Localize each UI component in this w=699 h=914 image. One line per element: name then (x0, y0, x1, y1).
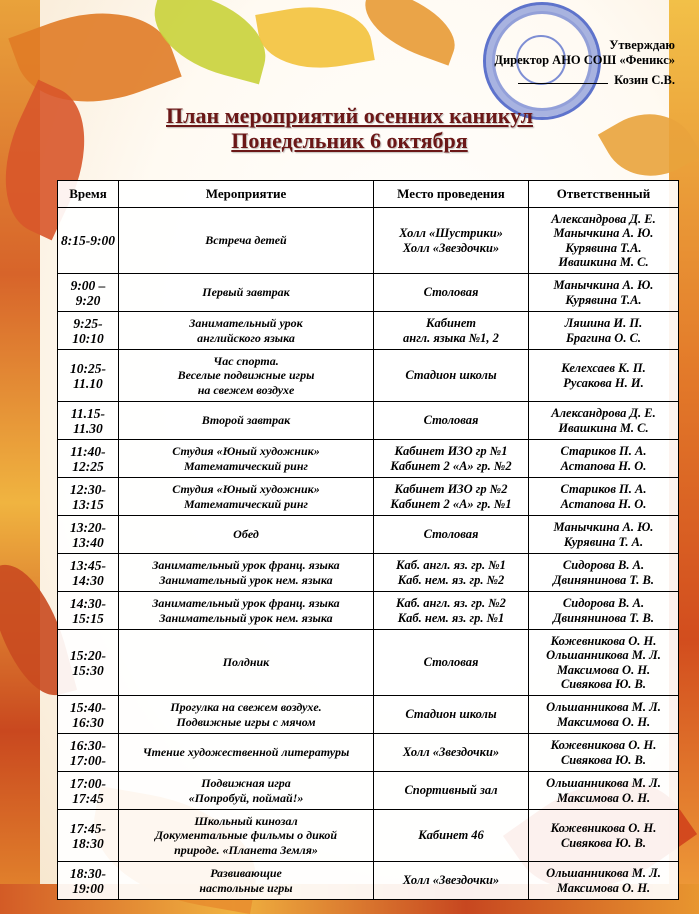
event-cell-line: Занимательный урок франц. языка (152, 596, 340, 610)
table-row (58, 402, 679, 440)
event-cell-line: Встреча детей (205, 233, 287, 248)
time-cell: 17:45-18:30 (58, 810, 119, 862)
place-cell (374, 208, 529, 274)
place-cell (374, 274, 529, 312)
responsible-cell-line: Астапова Н. О. (560, 458, 647, 473)
table-row (58, 440, 679, 478)
event-cell-line: на свежем воздухе (197, 382, 295, 397)
table-row (58, 516, 679, 554)
table-row (58, 554, 679, 592)
place-cell-line: Столовая (423, 285, 479, 300)
responsible-cell-line: Кожевникова О. Н. (550, 738, 657, 752)
event-cell-line: Студия «Юный художник» (172, 444, 320, 458)
place-cell-line: Столовая (423, 655, 479, 670)
header-time: Время (58, 181, 119, 208)
place-cell-line: Столовая (423, 413, 479, 428)
event-cell (119, 402, 374, 440)
approval-line: Утверждаю (609, 38, 675, 52)
responsible-cell (529, 516, 679, 554)
event-cell-line: Второй завтрак (201, 413, 291, 428)
title-line-2: Понедельник 6 октября (231, 128, 468, 153)
responsible-cell-line: Ивашкина М. С. (558, 420, 649, 435)
event-cell-line: Прогулка на свежем воздухе. (170, 700, 322, 714)
table-row (58, 862, 679, 900)
event-cell-line: Час спорта. (213, 353, 279, 368)
responsible-cell-line: Келехсаев К. П. (561, 361, 646, 375)
time-cell: 12:30-13:15 (58, 478, 119, 516)
time-cell: 16:30-17:00- (58, 734, 119, 772)
table-row (58, 772, 679, 810)
table-row (58, 810, 679, 862)
time-cell: 14:30-15:15 (58, 592, 119, 630)
responsible-cell-line: Ольшанникова М. Л. (546, 866, 661, 880)
event-cell-line: «Попробуй, поймай!» (188, 790, 304, 805)
responsible-cell-line: Ляшина И. П. (564, 316, 643, 330)
responsible-cell-line: Курявина Т.А. (565, 240, 642, 255)
place-cell (374, 402, 529, 440)
place-cell-line: Кабинет (426, 316, 476, 330)
responsible-cell-line: Кожевникова О. Н. (550, 633, 657, 648)
responsible-cell-line: Сивякова Ю. В. (560, 835, 647, 850)
place-cell (374, 772, 529, 810)
responsible-cell-line: Брагина О. С. (565, 330, 642, 345)
place-cell-line: Холл «Звездочки» (402, 240, 500, 255)
responsible-cell-line: Стариков П. А. (560, 482, 647, 496)
event-cell-line: Занимательный урок франц. языка (152, 558, 340, 572)
responsible-cell-line: Двинянинова Т. В. (553, 572, 654, 587)
event-cell-line: Подвижная игра (201, 776, 291, 790)
responsible-cell (529, 592, 679, 630)
event-cell (119, 312, 374, 350)
responsible-cell (529, 772, 679, 810)
responsible-cell-line: Манычкина А. Ю. (553, 520, 654, 534)
event-cell (119, 696, 374, 734)
event-cell-line: природе. «Планета Земля» (174, 842, 318, 857)
event-cell (119, 516, 374, 554)
responsible-cell-line: Александрова Д. Е. (551, 211, 656, 226)
responsible-cell-line: Сивякова Ю. В. (560, 677, 647, 691)
place-cell (374, 350, 529, 402)
header-event: Мероприятие (119, 181, 374, 208)
responsible-cell-line: Русакова Н. И. (563, 375, 644, 390)
responsible-cell (529, 312, 679, 350)
table-row (58, 734, 679, 772)
event-cell (119, 630, 374, 696)
responsible-cell-line: Ольшанникова М. Л. (546, 700, 661, 714)
event-cell-line: Документальные фильмы о дикой (154, 828, 338, 843)
place-cell (374, 696, 529, 734)
place-cell (374, 516, 529, 554)
place-cell (374, 478, 529, 516)
table-header-row (58, 181, 679, 208)
time-cell: 9:25-10:10 (58, 312, 119, 350)
event-cell-line: Подвижные игры с мячом (176, 714, 316, 729)
time-cell: 11.15-11.30 (58, 402, 119, 440)
responsible-cell-line: Максимова О. Н. (556, 880, 651, 895)
place-cell-line: Каб. англ. яз. гр. №2 (396, 596, 506, 610)
table-row (58, 696, 679, 734)
time-cell: 10:25-11.10 (58, 350, 119, 402)
table-row (58, 592, 679, 630)
table-row (58, 312, 679, 350)
event-cell (119, 274, 374, 312)
event-cell-line: Обед (233, 527, 259, 542)
time-cell: 15:20-15:30 (58, 630, 119, 696)
responsible-cell (529, 630, 679, 696)
responsible-cell (529, 810, 679, 862)
header-place: Место проведения (374, 181, 529, 208)
event-cell (119, 810, 374, 862)
event-cell-line: Первый завтрак (202, 285, 290, 300)
place-cell-line: Кабинет 2 «А» гр. №1 (390, 496, 512, 511)
event-cell (119, 440, 374, 478)
responsible-cell (529, 440, 679, 478)
responsible-cell (529, 208, 679, 274)
responsible-cell (529, 734, 679, 772)
responsible-cell-line: Кожевникова О. Н. (550, 821, 657, 835)
event-cell-line: Чтение художественной литературы (142, 745, 350, 760)
place-cell-line: Кабинет ИЗО гр №1 (394, 444, 508, 458)
event-cell-line: Занимательный урок (189, 316, 303, 330)
place-cell (374, 734, 529, 772)
approval-director: Директор АНО СОШ «Феникс» (494, 53, 675, 67)
event-cell-line: Математический ринг (184, 496, 308, 511)
place-cell-line: Каб. нем. яз. гр. №2 (397, 572, 505, 587)
schedule-table (57, 180, 679, 900)
place-cell-line: Холл «Шустрики» (399, 226, 503, 240)
event-cell (119, 592, 374, 630)
place-cell (374, 810, 529, 862)
time-cell: 18:30-19:00 (58, 862, 119, 900)
place-cell-line: Кабинет ИЗО гр №2 (394, 482, 508, 496)
responsible-cell (529, 554, 679, 592)
responsible-cell (529, 862, 679, 900)
table-row (58, 208, 679, 274)
event-cell (119, 208, 374, 274)
event-cell-line: настольные игры (199, 880, 293, 895)
event-cell-line: английского языка (197, 330, 295, 345)
responsible-cell-line: Ольшанникова М. Л. (546, 776, 661, 790)
header-responsible: Ответственный (529, 181, 679, 208)
event-cell-line: Школьный кинозал (194, 813, 298, 828)
responsible-cell-line: Сивякова Ю. В. (560, 752, 647, 767)
time-cell: 15:40-16:30 (58, 696, 119, 734)
time-cell: 11:40-12:25 (58, 440, 119, 478)
responsible-cell (529, 402, 679, 440)
responsible-cell-line: Курявина Т.А. (565, 292, 642, 307)
place-cell-line: Кабинет 2 «А» гр. №2 (390, 458, 512, 473)
responsible-cell-line: Сидорова В. А. (562, 596, 645, 610)
event-cell-line: Занимательный урок нем. языка (159, 572, 333, 587)
signature-line (518, 83, 608, 84)
time-cell: 8:15-9:00 (58, 208, 119, 274)
place-cell-line: англ. языка №1, 2 (403, 330, 499, 345)
responsible-cell (529, 696, 679, 734)
responsible-cell (529, 478, 679, 516)
place-cell (374, 592, 529, 630)
time-cell: 13:20-13:40 (58, 516, 119, 554)
responsible-cell (529, 274, 679, 312)
event-cell (119, 772, 374, 810)
event-cell (119, 862, 374, 900)
place-cell (374, 440, 529, 478)
time-cell: 13:45-14:30 (58, 554, 119, 592)
responsible-cell-line: Курявина Т. А. (563, 534, 644, 549)
event-cell-line: Полдник (222, 655, 270, 670)
place-cell (374, 862, 529, 900)
event-cell (119, 734, 374, 772)
approval-signature (445, 68, 675, 88)
place-cell (374, 630, 529, 696)
place-cell-line: Каб. англ. яз. гр. №1 (396, 558, 506, 572)
table-row (58, 630, 679, 696)
place-cell-line: Стадион школы (405, 368, 497, 383)
place-cell-line: Кабинет 46 (418, 828, 484, 843)
place-cell-line: Холл «Звездочки» (402, 745, 500, 760)
responsible-cell-line: Ивашкина М. С. (558, 255, 649, 269)
event-cell (119, 350, 374, 402)
place-cell-line: Холл «Звездочки» (402, 873, 500, 888)
page-title (0, 103, 699, 153)
responsible-cell-line: Манычкина А. Ю. (553, 226, 654, 240)
responsible-cell-line: Максимова О. Н. (556, 714, 651, 729)
place-cell-line: Столовая (423, 527, 479, 542)
table-row (58, 478, 679, 516)
event-cell-line: Занимательный урок нем. языка (159, 610, 333, 625)
place-cell-line: Спортивный зал (404, 783, 498, 798)
responsible-cell-line: Манычкина А. Ю. (553, 278, 654, 292)
event-cell (119, 554, 374, 592)
time-cell: 9:00 – 9:20 (58, 274, 119, 312)
responsible-cell (529, 350, 679, 402)
table-row (58, 274, 679, 312)
responsible-cell-line: Стариков П. А. (560, 444, 647, 458)
signature-name: Козин С.В. (614, 73, 675, 87)
responsible-cell-line: Двинянинова Т. В. (553, 610, 654, 625)
event-cell (119, 478, 374, 516)
responsible-cell-line: Максимова О. Н. (556, 790, 651, 805)
approval-block (445, 38, 675, 88)
place-cell-line: Каб. нем. яз. гр. №1 (397, 610, 505, 625)
place-cell-line: Стадион школы (405, 707, 497, 722)
responsible-cell-line: Ольшанникова М. Л. (546, 648, 661, 662)
responsible-cell-line: Александрова Д. Е. (551, 406, 656, 420)
responsible-cell-line: Сидорова В. А. (562, 558, 645, 572)
place-cell (374, 554, 529, 592)
event-cell-line: Студия «Юный художник» (172, 482, 320, 496)
event-cell-line: Математический ринг (184, 458, 308, 473)
responsible-cell-line: Астапова Н. О. (560, 496, 647, 511)
table-row (58, 350, 679, 402)
event-cell-line: Развивающие (210, 866, 282, 880)
responsible-cell-line: Максимова О. Н. (556, 662, 651, 677)
place-cell (374, 312, 529, 350)
title-line-1: План мероприятий осенних каникул (166, 103, 533, 128)
event-cell-line: Веселые подвижные игры (177, 368, 315, 383)
time-cell: 17:00-17:45 (58, 772, 119, 810)
